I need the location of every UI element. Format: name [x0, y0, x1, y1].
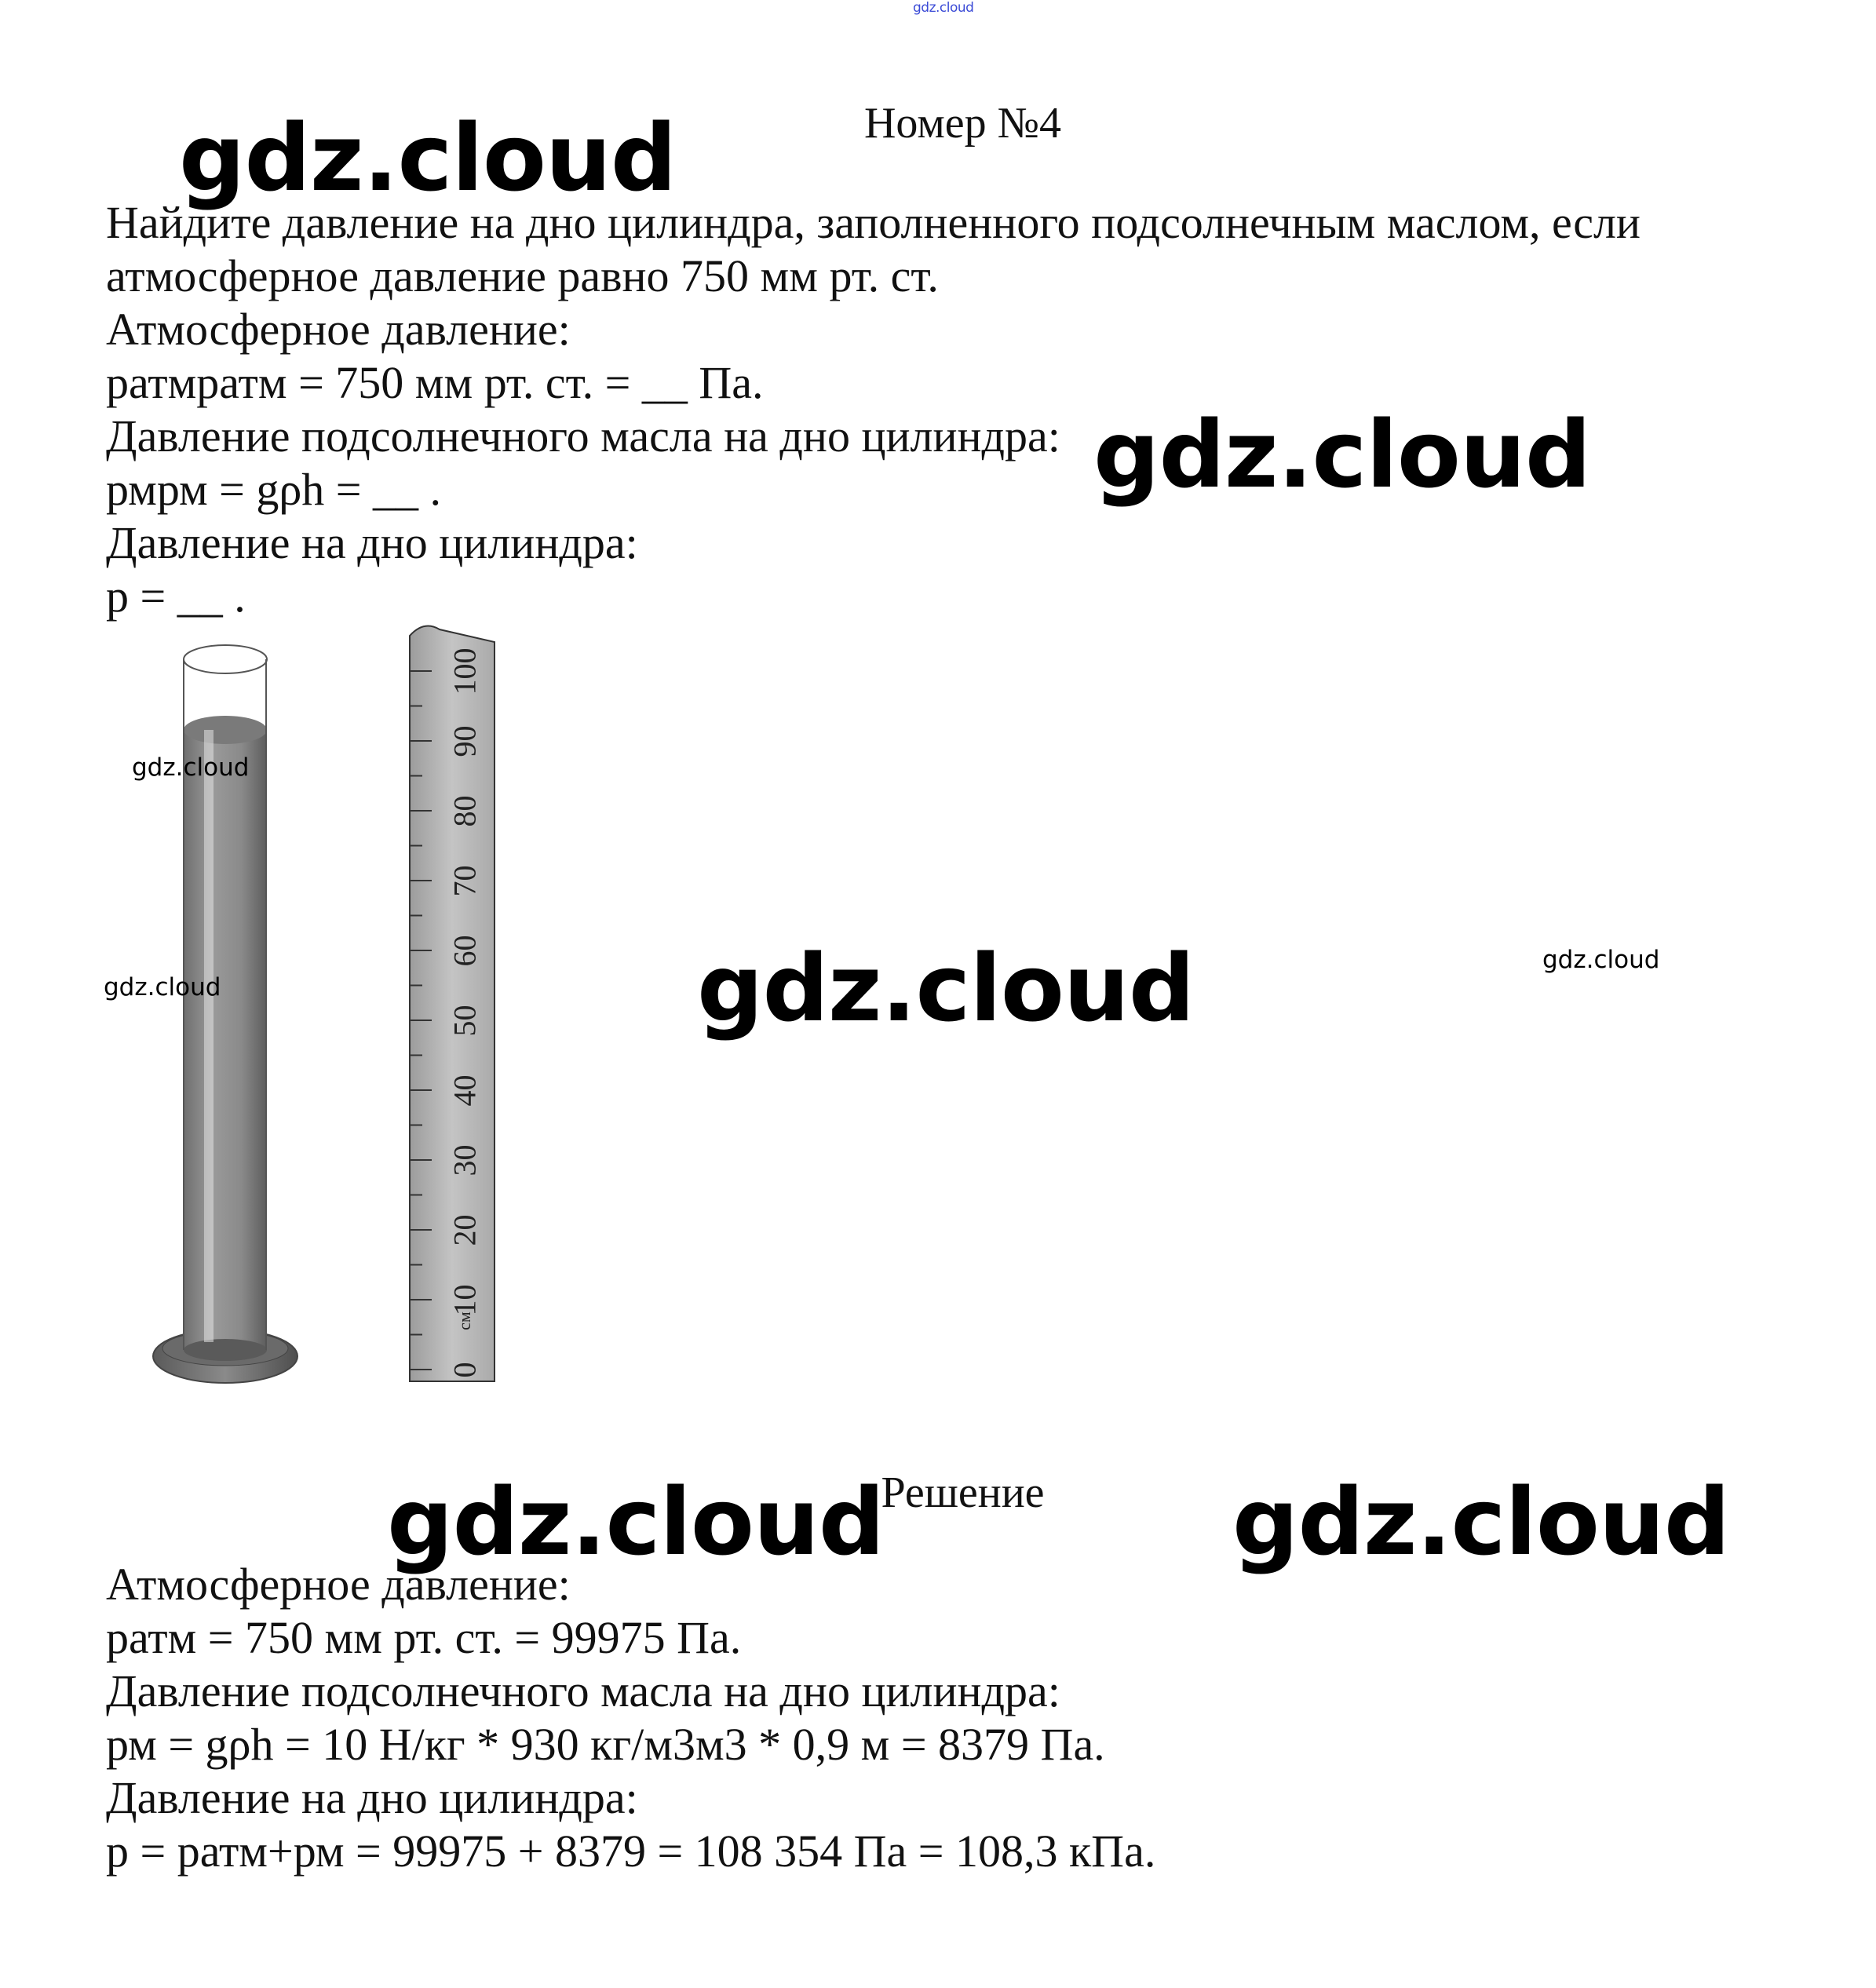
- page-title: Номер №4: [863, 99, 1062, 148]
- problem-line: р = __ .: [106, 571, 246, 622]
- problem-line: рмрм = gρh = __ .: [106, 464, 442, 515]
- problem-line: Давление подсолнечного масла на дно цилиндра:: [106, 410, 1060, 461]
- watermark: gdz.cloud: [697, 934, 1195, 1042]
- problem-line: ратмратм = 750 мм рт. ст. = __ Па.: [106, 357, 764, 408]
- cylinder-figure: [110, 620, 538, 1428]
- problem-line: Атмосферное давление:: [106, 304, 571, 355]
- problem-line: Найдите давление на дно цилиндра, заполненного подсолнечным маслом, если: [106, 197, 1641, 248]
- problem-line: Давление на дно цилиндра:: [106, 517, 638, 568]
- ruler-unit-label: см: [454, 1311, 474, 1330]
- site-mark: gdz.cloud: [913, 0, 974, 16]
- watermark: gdz.cloud: [132, 753, 250, 782]
- solution-line: Давление на дно цилиндра:: [106, 1772, 638, 1823]
- ruler-tick-label: 60: [447, 935, 483, 966]
- ruler-tick-label: 50: [447, 1005, 483, 1036]
- watermark: gdz.cloud: [104, 973, 221, 1001]
- oil-column: [184, 730, 266, 1350]
- ruler-tick-label: 40: [447, 1074, 483, 1106]
- ruler-tick-label: 100: [447, 647, 483, 695]
- watermark: gdz.cloud: [1093, 400, 1591, 509]
- ruler-tick-label: 0: [447, 1362, 483, 1377]
- solution-line: р = ратм+рм = 99975 + 8379 = 108 354 Па = 108,3 кПа.: [106, 1826, 1156, 1877]
- solution-line: Атмосферное давление:: [106, 1559, 571, 1610]
- watermark: gdz.cloud: [387, 1468, 885, 1576]
- solution-title: Решение: [881, 1468, 1045, 1517]
- solution-line: ратм = 750 мм рт. ст. = 99975 Па.: [106, 1612, 742, 1663]
- watermark: gdz.cloud: [1232, 1468, 1730, 1576]
- ruler-tick-label: 10: [447, 1284, 483, 1315]
- solution-line: Давление подсолнечного масла на дно цилиндра:: [106, 1665, 1060, 1716]
- ruler-tick-label: 30: [447, 1144, 483, 1176]
- ruler-tick-label: 80: [447, 795, 483, 826]
- ruler-tick-label: 90: [447, 725, 483, 757]
- ruler-tick-label: 70: [447, 865, 483, 896]
- ruler-tick-label: 20: [447, 1214, 483, 1246]
- watermark: gdz.cloud: [179, 104, 677, 212]
- cylinder-rim: [184, 645, 267, 673]
- solution-line: рм = gρh = 10 Н/кг * 930 кг/м3м3 * 0,9 м = 8379 Па.: [106, 1719, 1105, 1770]
- problem-line: атмосферное давление равно 750 мм рт. ст.: [106, 250, 939, 301]
- watermark: gdz.cloud: [1542, 946, 1660, 974]
